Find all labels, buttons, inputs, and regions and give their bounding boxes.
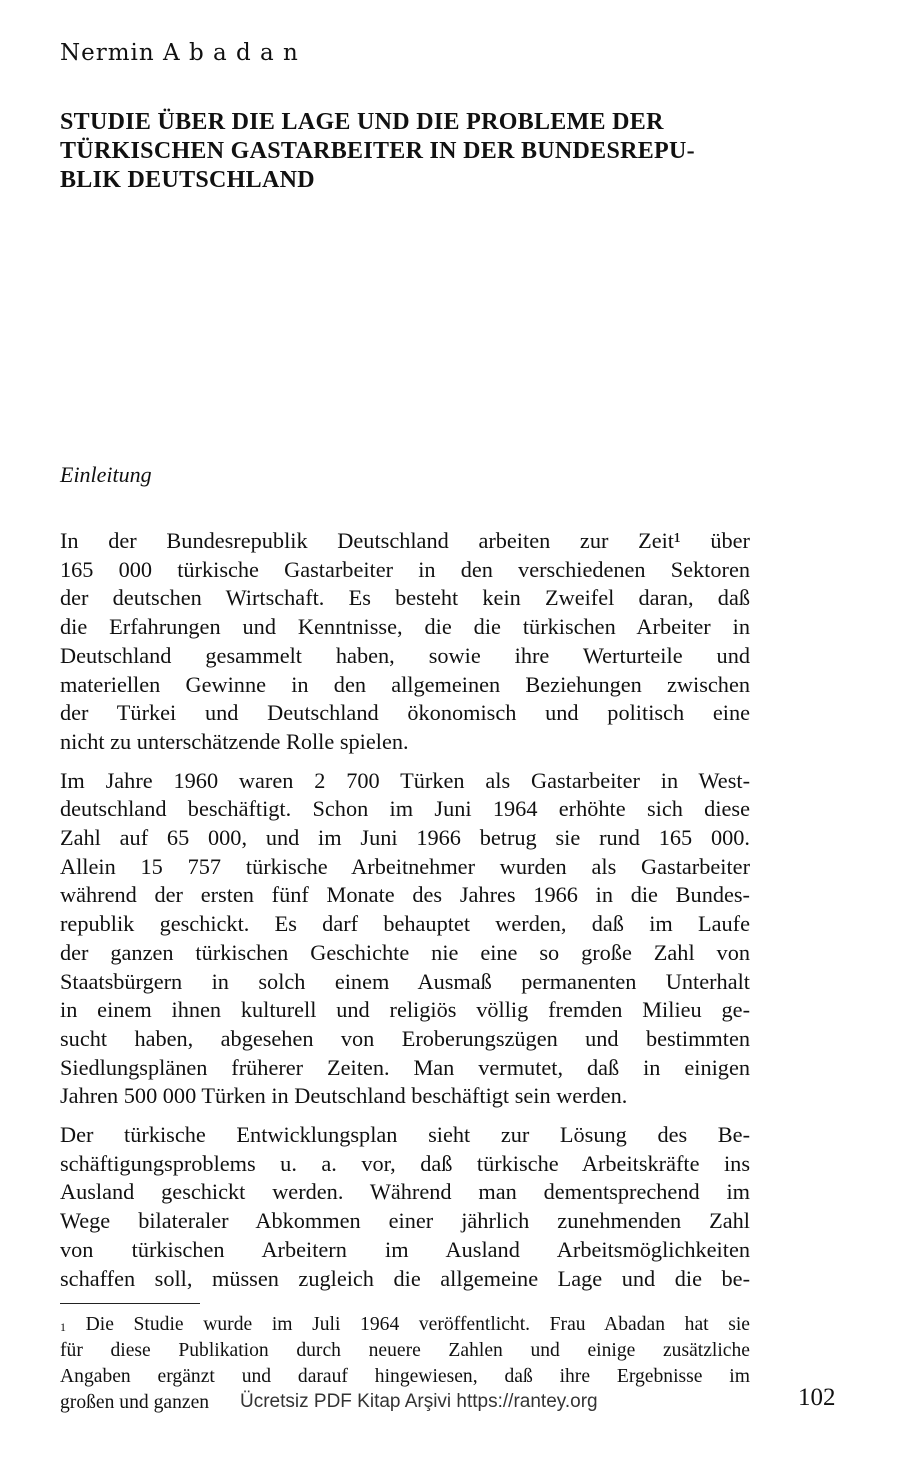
footnote-line xyxy=(60,1312,750,1338)
footnote-line: für diese Publikation durch neuere Zahlen und einige zusätzliche xyxy=(60,1340,750,1361)
text-line: Jahren 500 000 Türken in Deutschland beschäftigt sein werden. xyxy=(60,1083,628,1109)
text-line: Deutschland gesammelt haben, sowie ihre Werturteile und xyxy=(60,642,750,668)
paragraph xyxy=(60,527,750,757)
text-line: Ausland geschickt werden. Während man dementsprechend im xyxy=(60,1179,750,1205)
text-line: Der türkische Entwicklungsplan sieht zur Lösung des Be- xyxy=(60,1122,750,1148)
footnote-marker: 1 xyxy=(60,1320,66,1334)
title-line: TÜRKISCHEN GASTARBEITER IN DER BUNDESREPU- xyxy=(60,138,695,164)
footnote-rule xyxy=(60,1303,200,1304)
page-number: 102 xyxy=(798,1384,836,1411)
text-line: der deutschen Wirtschaft. Es besteht kein Zweifel daran, daß xyxy=(60,585,750,611)
text-line: während der ersten fünf Monate des Jahres 1966 in die Bundes- xyxy=(60,882,750,908)
text-line: republik geschickt. Es darf behauptet werden, daß im Laufe xyxy=(60,911,750,937)
text-line: der ganzen türkischen Geschichte nie eine so große Zahl von xyxy=(60,939,750,965)
text-line: nicht zu unterschätzende Rolle spielen. xyxy=(60,728,409,754)
footnote-line: großen und ganzen xyxy=(60,1392,210,1413)
author-name: Nermin A b a d a n xyxy=(60,40,299,66)
text-line: schaffen soll, müssen zugleich die allgemeine Lage und die be- xyxy=(60,1265,750,1291)
title-line: STUDIE ÜBER DIE LAGE UND DIE PROBLEME DER xyxy=(60,109,664,135)
text-line: Staatsbürgern in solch einem Ausmaß permanenten Unterhalt xyxy=(60,968,750,994)
title-line: BLIK DEUTSCHLAND xyxy=(60,167,315,193)
text-line: der Türkei und Deutschland ökonomisch und politisch eine xyxy=(60,700,750,726)
text-line: materiellen Gewinne in den allgemeinen Beziehungen zwischen xyxy=(60,671,750,697)
footnote-text: Die Studie wurde im Juli 1964 veröffentlicht. Frau Abadan hat sie xyxy=(85,1314,750,1335)
article-title xyxy=(60,108,760,195)
text-line: sucht haben, abgesehen von Eroberungszügen und bestimmten xyxy=(60,1025,750,1051)
text-line: Siedlungsplänen früherer Zeiten. Man vermutet, daß in einigen xyxy=(60,1054,750,1080)
footnote-line: Angaben ergänzt und darauf hingewiesen, daß ihre Ergebnisse im xyxy=(60,1366,750,1387)
text-line: die Erfahrungen und Kenntnisse, die die türkischen Arbeiter in xyxy=(60,614,750,640)
text-line: schäftigungsproblems u. a. vor, daß türkische Arbeitskräfte ins xyxy=(60,1150,750,1176)
body-text xyxy=(60,527,750,1303)
text-line: Allein 15 757 türkische Arbeitnehmer wurden als Gastarbeiter xyxy=(60,853,750,879)
text-line: Zahl auf 65 000, und im Juni 1966 betrug sie rund 165 000. xyxy=(60,825,750,851)
section-heading: Einleitung xyxy=(60,462,152,487)
text-line: in einem ihnen kulturell und religiös völlig fremden Milieu ge- xyxy=(60,997,750,1023)
text-line: von türkischen Arbeitern im Ausland Arbeitsmöglichkeiten xyxy=(60,1236,750,1262)
text-line: 165 000 türkische Gastarbeiter in den verschiedenen Sektoren xyxy=(60,556,750,582)
paragraph xyxy=(60,767,750,1111)
text-line: Im Jahre 1960 waren 2 700 Türken als Gastarbeiter in West- xyxy=(60,767,750,793)
text-line: Wege bilateraler Abkommen einer jährlich zunehmenden Zahl xyxy=(60,1208,750,1234)
paragraph xyxy=(60,1121,750,1293)
text-line: In der Bundesrepublik Deutschland arbeiten zur Zeit¹ über xyxy=(60,528,750,553)
text-line: deutschland beschäftigt. Schon im Juni 1964 erhöhte sich diese xyxy=(60,796,750,822)
watermark-text: Ücretsiz PDF Kitap Arşivi https://rantey.org xyxy=(240,1391,598,1412)
